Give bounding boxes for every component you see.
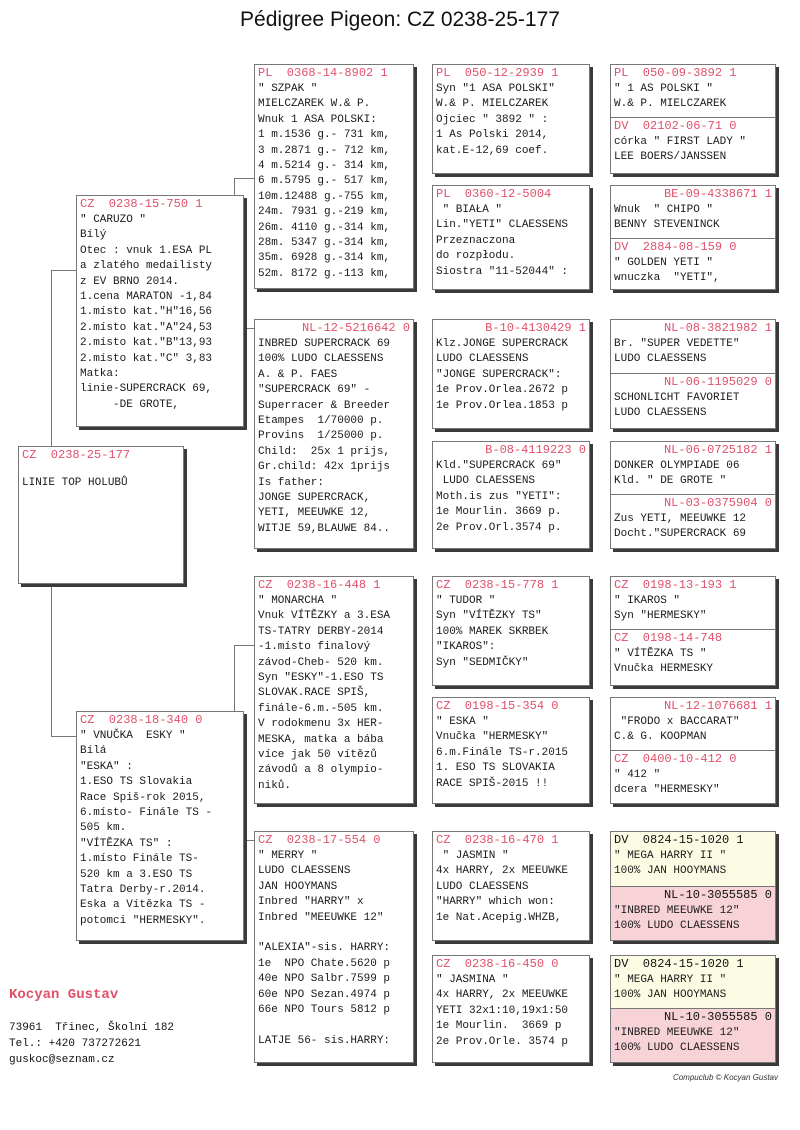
pigeon-description: " ESKA " Vnučka "HERMESKY" 6.m.Finále TS-r.2015 1. ESO TS SLOVAKIA RACE SPIŠ-2015 !! — [436, 716, 569, 790]
owner-name: Kocyan Gustav — [9, 987, 119, 1003]
ring-number: DV 2884-08-159 0 — [614, 240, 737, 254]
ring-number: CZ 0198-14-748 — [614, 631, 723, 645]
gen5-card-3-4 — [610, 185, 776, 290]
pigeon-description: " MEGA HARRY II " 100% JAN HOOYMANS — [614, 850, 727, 878]
subject-ring-number: CZ 0238-25-177 — [22, 448, 131, 462]
ring-number: CZ 0198-15-354 0 — [436, 699, 559, 713]
ring-number: NL-10-3055585 0 — [663, 888, 772, 902]
ring-number: CZ 0238-16-448 1 — [258, 578, 381, 592]
pigeon-description: DONKER OLYMPIADE 06 Kld. " DE GROTE " — [614, 460, 740, 488]
sire-dam-card — [254, 319, 414, 549]
sire-description: " CARUZO " Bílý Otec : vnuk 1.ESA PL a zlatého medailisty z EV BRNO 2014. 1.cena MARATON -1,84 1.místo kat."H"16,56 2.místo kat."A"24,53 2.místo kat."B"13,93 2.místo kat."C" 3,83 Matka: linie-SUPERCRACK 69, -DE GROTE, — [80, 214, 213, 411]
pigeon-description: "FRODO x BACCARAT" C.& G. KOOPMAN — [614, 716, 740, 744]
ring-number: NL-12-5216642 0 — [301, 321, 410, 335]
pigeon-description: " MONARCHA " Vnuk VÍTĚZKY a 3.ESA TS-TATRY DERBY-2014 -1.místo finalový závod-Cheb- 520 km. Syn "ESKY"-1.ESO TS SLOVAK.RACE SPIŠ, finále-6.m.-505 km. V rodokmenu 3x HER- MESKA, matka a bába více jak 50 vítězů závodů a 8 olympio- niků. — [258, 595, 391, 792]
owner-phone: Tel.: +420 737272621 — [9, 1038, 142, 1050]
dam-sire-card — [254, 576, 414, 804]
connector-line — [51, 736, 76, 737]
dam-card — [76, 711, 244, 941]
gen4-card-3 — [432, 319, 590, 429]
dam-dam-card — [254, 831, 414, 1063]
gen5-card-11-12 — [610, 697, 776, 804]
owner-email: guskoc@seznam.cz — [9, 1054, 115, 1066]
pigeon-description: "INBRED MEEUWKE 12" 100% LUDO CLAESSENS — [614, 905, 740, 933]
ring-number: DV 0824-15-1020 1 — [614, 833, 744, 847]
connector-line — [234, 645, 254, 646]
ring-number: B-08-4119223 0 — [485, 443, 586, 457]
pigeon-description: " MERRY " LUDO CLAESSENS JAN HOOYMANS Inbred "HARRY" x Inbred "MEEUWKE 12" "ALEXIA"-sis. HARRY: 1e NPO Chate.5620 p 40e NPO Salbr.7599 p 60e NPO Sezan.4974 p 66e NPO Tours 5812 p LATJE 56- sis.HARRY: — [258, 850, 391, 1047]
pigeon-description: " MEGA HARRY II " 100% JAN HOOYMANS — [614, 974, 727, 1002]
ring-number: PL 0368-14-8902 1 — [258, 66, 388, 80]
gen4-card-5 — [432, 576, 590, 686]
ring-number: DV 0824-15-1020 1 — [614, 957, 744, 971]
owner-contact — [9, 1020, 174, 1068]
pigeon-description: Klz.JONGE SUPERCRACK LUDO CLAESSENS "JONGE SUPERCRACK": 1e Prov.Orlea.2672 p 1e Prov.Orlea.1853 p — [436, 338, 569, 412]
pigeon-description: " IKAROS " Syn "HERMESKY" — [614, 595, 707, 623]
gen5-card-7-8 — [610, 441, 776, 549]
pigeon-description: " TUDOR " Syn "VÍTĚZKY TS" 100% MAREK SKRBEK "IKAROS": Syn "SEDMIČKY" — [436, 595, 549, 669]
pigeon-description: Zus YETI, MEEUWKE 12 Docht."SUPERCRACK 69 — [614, 513, 747, 541]
ring-number: CZ 0238-16-470 1 — [436, 833, 559, 847]
gen4-card-6 — [432, 697, 590, 804]
ring-number: NL-06-1195029 0 — [663, 375, 772, 389]
gen4-card-8 — [432, 955, 590, 1063]
owner-address: 73961 Třinec, Školní 182 — [9, 1022, 175, 1034]
pigeon-description: " 1 AS POLSKI " W.& P. MIELCZAREK — [614, 83, 727, 111]
pigeon-description: " SZPAK " MIELCZAREK W.& P. Wnuk 1 ASA POLSKI: 1 m.1536 g.- 731 km, 3 m.2871 g.- 712 km, 4 m.5214 g.- 314 km, 6 m.5795 g.- 517 km, 10m.12488 g.-755 km, 24m. 7931 g.-219 km, 26m. 4110 g.-314 km, 28m. 5347 g.-314 km, 35m. 6928 g.-314 km, 52m. 8172 g.-113 km, — [258, 83, 391, 280]
gen5-card-13-14 — [610, 831, 776, 941]
ring-number: PL 0360-12-5004 — [436, 187, 552, 201]
connector-line — [51, 270, 76, 271]
sire-card — [76, 195, 244, 427]
pigeon-description: "INBRED MEEUWKE 12" 100% LUDO CLAESSENS — [614, 1027, 740, 1055]
ring-number: CZ 0400-10-412 0 — [614, 752, 737, 766]
subject-card — [18, 446, 184, 584]
pigeon-description: " JASMIN " 4x HARRY, 2x MEEUWKE LUDO CLAESSENS "HARRY" which won: 1e Nat.Acepig.WHZB, — [436, 850, 569, 924]
ring-number: PL 050-09-3892 1 — [614, 66, 737, 80]
pigeon-description: INBRED SUPERCRACK 69 100% LUDO CLAESSENS A. & P. FAES "SUPERCRACK 69" - Superracer & Breeder Etampes 1/70000 p. Provins 1/25000 p. Child: 25x 1 prijs, Gr.child: 42x 1prijs Is father: JONGE SUPERCRACK, YETI, MEEUWKE 12, WITJE 59,BLAUWE 84.. — [258, 338, 391, 535]
ring-number: BE-09-4338671 1 — [663, 187, 772, 201]
dam-ring-number: CZ 0238-18-340 0 — [80, 713, 203, 727]
footer-credit: Compuclub © Kocyan Gustav — [672, 1073, 778, 1082]
pigeon-description: Kld."SUPERCRACK 69" LUDO CLAESSENS Moth.is zus "YETI": 1e Mourlin. 3669 p. 2e Prov.Orl.3574 p. — [436, 460, 562, 534]
pigeon-description: " GOLDEN YETI " wnuczka "YETI", — [614, 257, 720, 285]
pigeon-description: SCHONLICHT FAVORIET LUDO CLAESSENS — [614, 392, 740, 420]
gen5-card-5-6 — [610, 319, 776, 429]
sire-ring-number: CZ 0238-15-750 1 — [80, 197, 203, 211]
dam-description: " VNUČKA ESKY " Bílá "ESKA" : 1.ESO TS Slovakia Race Spiš-rok 2015, 6.místo- Finále TS - 505 km. "VÍTĚZKA TS" : 1.místo Finále TS- 520 km a 3.ESO TS Tatra Derby-r.2014. Eska a Vítězka TS - potomci "HERMESKY". — [80, 730, 213, 927]
ring-number: PL 050-12-2939 1 — [436, 66, 559, 80]
pigeon-description: Br. "SUPER VEDETTE" LUDO CLAESSENS — [614, 338, 740, 366]
ring-number: NL-03-0375904 0 — [663, 496, 772, 510]
sire-sire-card — [254, 64, 414, 289]
page-title: Pédigree Pigeon: CZ 0238-25-177 — [240, 8, 560, 31]
ring-number: CZ 0198-13-193 1 — [614, 578, 737, 592]
ring-number: NL-10-3055585 0 — [663, 1010, 772, 1024]
ring-number: NL-12-1076681 1 — [663, 699, 772, 713]
ring-number: NL-08-3821982 1 — [663, 321, 772, 335]
ring-number: CZ 0238-17-554 0 — [258, 833, 381, 847]
gen4-card-7 — [432, 831, 590, 941]
ring-number: B-10-4130429 1 — [485, 321, 586, 335]
gen5-card-1-2 — [610, 64, 776, 174]
ring-number: NL-06-0725182 1 — [663, 443, 772, 457]
gen5-card-9-10 — [610, 576, 776, 686]
pigeon-description: Wnuk " CHIPO " BENNY STEVENINCK — [614, 204, 720, 232]
ring-number: CZ 0238-15-778 1 — [436, 578, 559, 592]
pigeon-description: " 412 " dcera "HERMESKY" — [614, 769, 720, 797]
gen4-card-1 — [432, 64, 590, 174]
connector-line — [51, 270, 52, 450]
connector-line — [51, 581, 52, 736]
pigeon-description: " JASMINA " 4x HARRY, 2x MEEUWKE YETI 32x1:10,19x1:50 1e Mourlin. 3669 p 2e Prov.Orle. 3574 p — [436, 974, 569, 1048]
gen4-card-2 — [432, 185, 590, 290]
subject-description: LINIE TOP HOLUBŮ — [22, 477, 128, 489]
pigeon-description: " VÍTĚZKA TS " Vnučka HERMESKY — [614, 648, 714, 676]
ring-number: DV 02102-06-71 0 — [614, 119, 737, 133]
gen5-card-15-16 — [610, 955, 776, 1063]
gen4-card-4 — [432, 441, 590, 549]
pigeon-description: córka " FIRST LADY " LEE BOERS/JANSSEN — [614, 136, 747, 164]
pigeon-description: " BIAŁA " Lin."YETI" CLAESSENS Przeznaczona do rozpłodu. Siostra "11-52044" : — [436, 204, 569, 278]
ring-number: CZ 0238-16-450 0 — [436, 957, 559, 971]
pigeon-description: Syn "1 ASA POLSKI" W.& P. MIELCZAREK Ojciec " 3892 " : 1 As Polski 2014, kat.E-12,69 coef. — [436, 83, 555, 157]
connector-line — [234, 178, 254, 179]
